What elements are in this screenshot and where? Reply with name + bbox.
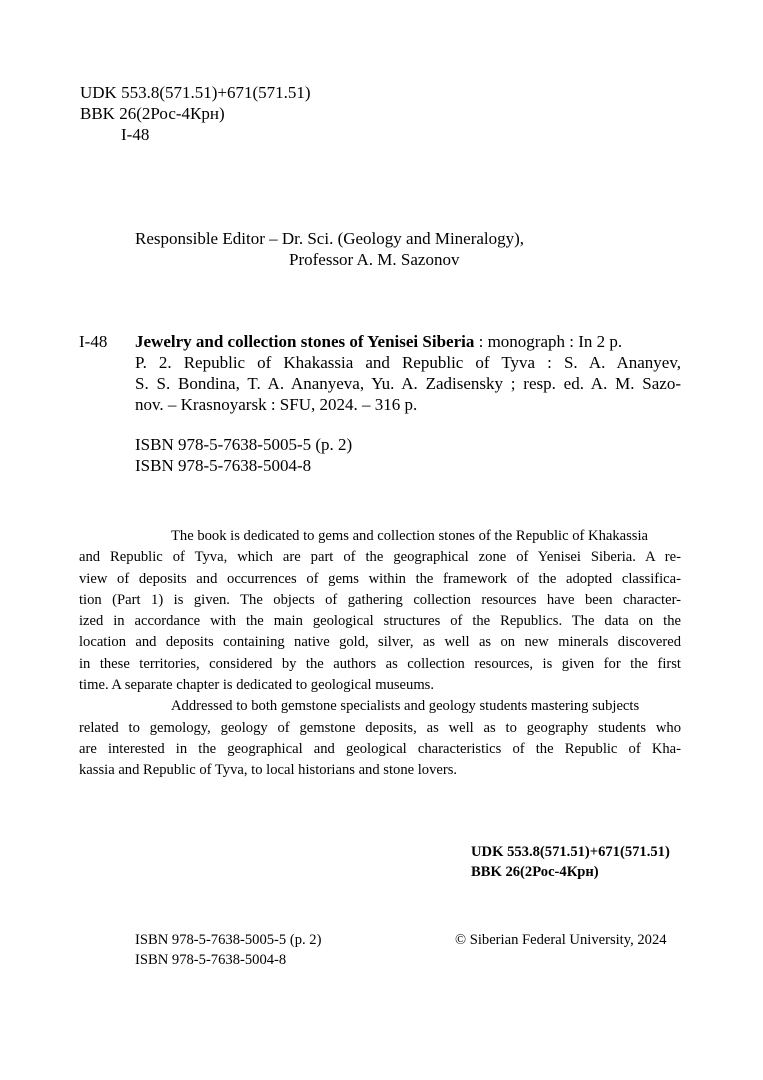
- entry-line-3: S. S. Bondina, T. A. Ananyeva, Yu. A. Zadisensky ; resp. ed. A. M. Sazo-: [135, 374, 681, 393]
- book-title: Jewelry and collection stones of Yenisei Siberia: [135, 332, 475, 351]
- abstract-line: and Republic of Tyva, which are part of the geographical zone of Yenisei Siberia. A re-: [79, 549, 681, 566]
- abstract-line: kassia and Republic of Tyva, to local historians and stone lovers.: [79, 762, 458, 779]
- isbn-part-2: ISBN 978-5-7638-5005-5 (p. 2): [135, 435, 353, 454]
- entry-line-4: nov. – Krasnoyarsk : SFU, 2024. – 316 p.: [135, 395, 418, 414]
- abstract-line: ized in accordance with the main geological structures of the Republics. The data on the: [79, 613, 681, 630]
- abstract-line: related to gemology, geology of gemstone deposits, as well as to geography students who: [79, 719, 681, 736]
- abstract-line: Addressed to both gemstone specialists and geology students mastering subjects: [171, 698, 640, 715]
- abstract-line: in these territories, considered by the authors as collection resources, is given for the first: [79, 655, 681, 672]
- editor-line-1: Responsible Editor – Dr. Sci. (Geology and Mineralogy),: [135, 229, 525, 248]
- copyright-notice: © Siberian Federal University, 2024: [455, 932, 667, 948]
- isbn-set: ISBN 978-5-7638-5004-8: [135, 456, 312, 475]
- editor-line-2: Professor A. M. Sazonov: [289, 250, 460, 269]
- entry-line-1-rest: : monograph : In 2 p.: [474, 332, 623, 351]
- author-mark: I-48: [121, 125, 150, 144]
- abstract-line: are interested in the geographical and geological characteristics of the Republic of Kha-: [79, 740, 681, 757]
- abstract-line: tion (Part 1) is given. The objects of gathering collection resources have been character-: [79, 591, 681, 608]
- abstract-line: The book is dedicated to gems and collection stones of the Republic of Khakassia: [171, 528, 649, 544]
- abstract-line: view of deposits and occurrences of gems within the framework of the adopted classifica-: [79, 570, 681, 587]
- entry-line-2: P. 2. Republic of Khakassia and Republic of Tyva : S. A. Ananyev,: [135, 353, 681, 372]
- entry-mark: I-48: [79, 332, 108, 351]
- bbk-code: BBK 26(2Рос-4Крн): [80, 104, 225, 123]
- abstract-line: location and deposits containing native gold, silver, as well as on new minerals discovered: [79, 634, 681, 651]
- footer-isbn-part-2: ISBN 978-5-7638-5005-5 (p. 2): [135, 932, 322, 948]
- abstract-line: time. A separate chapter is dedicated to geological museums.: [79, 677, 435, 694]
- footer-udk-code: UDK 553.8(571.51)+671(571.51): [471, 844, 670, 860]
- abstract: [79, 526, 681, 782]
- udk-code: UDK 553.8(571.51)+671(571.51): [80, 83, 311, 102]
- footer-isbn-set: ISBN 978-5-7638-5004-8: [135, 952, 287, 968]
- entry-line-1: [135, 331, 681, 352]
- footer-bbk-code: BBK 26(2Рос-4Крн): [471, 864, 599, 880]
